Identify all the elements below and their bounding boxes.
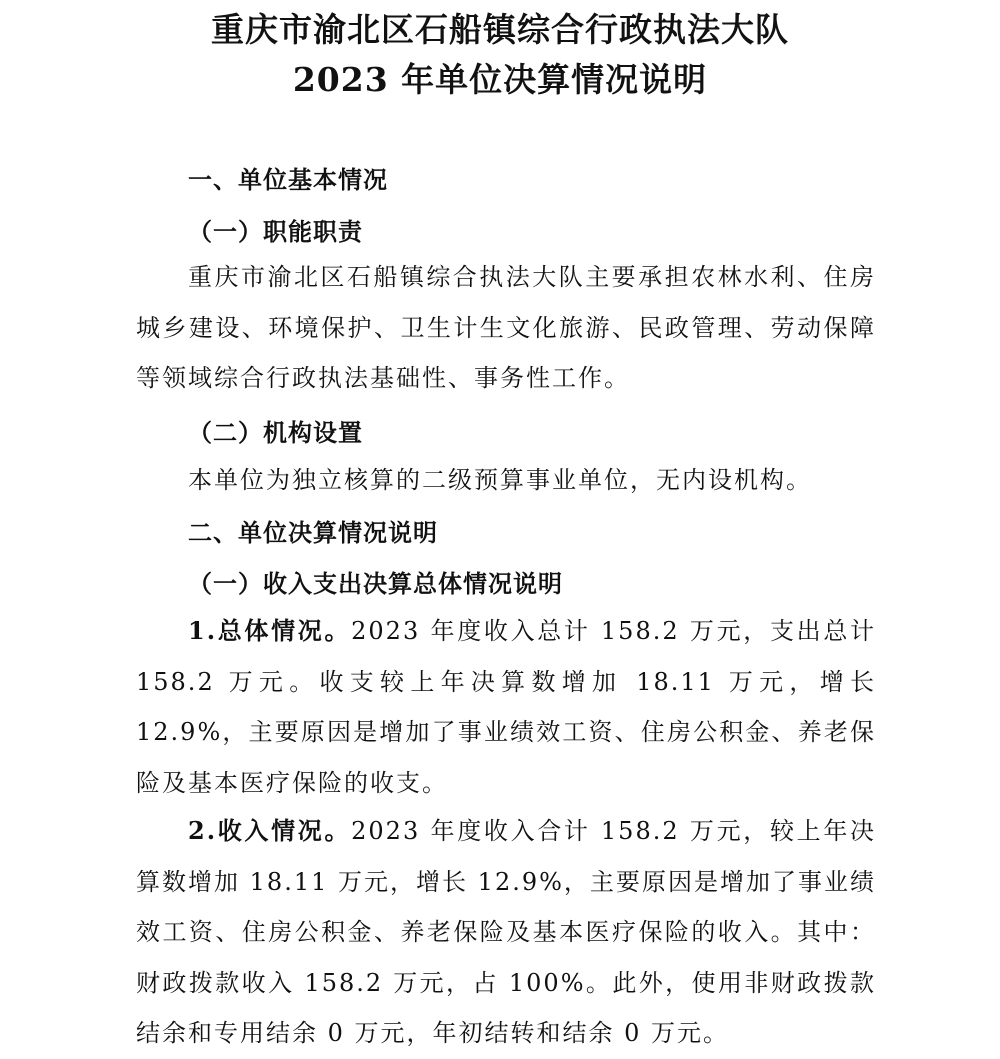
paragraph-organization: 本单位为独立核算的二级预算事业单位，无内设机构。 [188,466,812,494]
subsection-heading-functions: （一）职能职责 [188,217,363,246]
paragraph-income-situation [136,806,876,1059]
subsection-heading-income-expense-overview: （一）收入支出决算总体情况说明 [188,569,563,598]
document-title-line2: 2023 年单位决算情况说明 [292,60,708,99]
subsection-heading-organization: （二）机构设置 [188,418,363,447]
paragraph-lead-overall: 1.总体情况。 [188,616,352,645]
paragraph-body-overall: 2023 年度收入总计 158.2 万元，支出总计 158.2 万元。收支较上年决算数增加 18.11 万元，增长 12.9%，主要原因是增加了事业绩效工资、住房公积金、养老保险及基本医疗保险的收支。 [136,617,877,797]
paragraph-overall-situation [136,606,876,808]
section-heading-basic-info: 一、单位基本情况 [188,165,388,194]
document-title-line1: 重庆市渝北区石船镇综合行政执法大队 [211,10,789,49]
paragraph-functions: 重庆市渝北区石船镇综合执法大队主要承担农林水利、住房城乡建设、环境保护、卫生计生文化旅游、民政管理、劳动保障等领域综合行政执法基础性、事务性工作。 [136,263,876,392]
paragraph-lead-income: 2.收入情况。 [188,816,352,845]
section-heading-final-accounts: 二、单位决算情况说明 [188,518,438,547]
paragraph-body-income: 2023 年度收入合计 158.2 万元，较上年决算数增加 18.11 万元，增长 12.9%，主要原因是增加了事业绩效工资、住房公积金、养老保险及基本医疗保险的收入。其中：财政拨款收入 158.2 万元，占 100%。此外，使用非财政拨款结余和专用结余 0 万元，年初结转和结余 0 万元。 [136,817,877,1047]
